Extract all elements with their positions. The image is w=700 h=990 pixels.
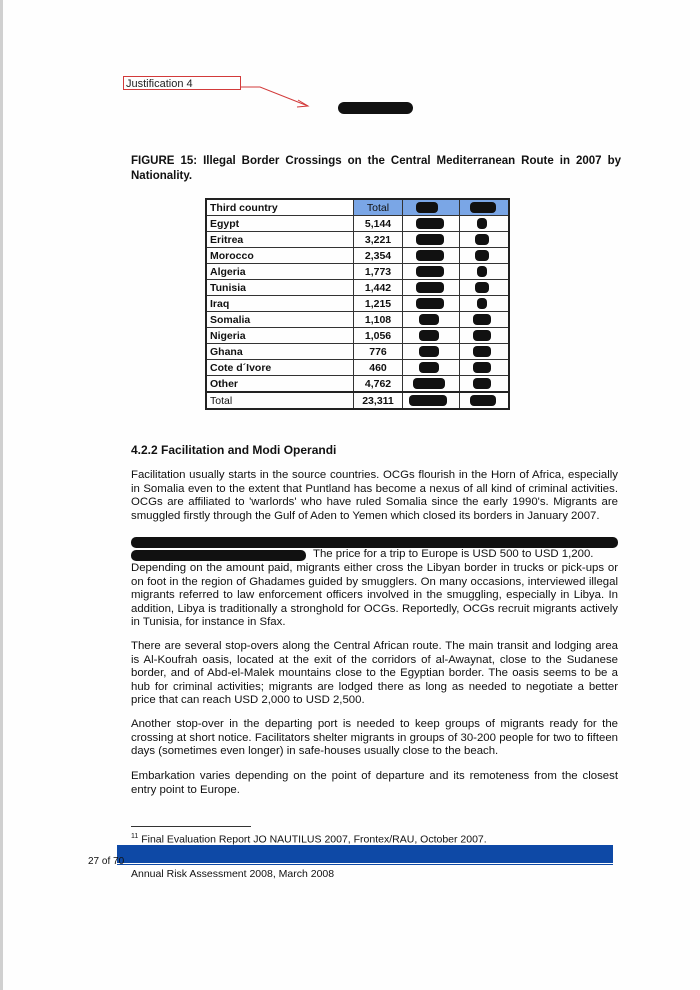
table-total-row xyxy=(206,392,509,409)
footnote xyxy=(131,833,487,846)
redacted-cell xyxy=(460,216,510,232)
redacted-cell xyxy=(460,264,510,280)
table-header-row xyxy=(206,199,509,216)
redacted-cell xyxy=(403,216,460,232)
paragraph-3: There are several stop-overs along the Central African route. The main transit and lodging area is Al-Koufrah oasis, located at the exit of the corridors of al-Awaynat, close to the Sudanese border, and of Abd-el-Malek mountains close to the Egyptian border. The oasis seems to be a hub for criminal activities; migrants are lodged there as long as needed to negotiate a better price that can reach USD 2,000 to USD 2,500. xyxy=(131,640,618,706)
redacted-cell xyxy=(403,344,460,360)
country-cell: Other xyxy=(206,376,354,393)
total-cell: 5,144 xyxy=(354,216,403,232)
footnote-text: Final Evaluation Report JO NAUTILUS 2007, Frontex/RAU, October 2007. xyxy=(141,833,487,846)
redacted-cell xyxy=(403,376,460,393)
paragraph-4: Another stop-over in the departing port is needed to keep groups of migrants ready for the crossing at short notice. Facilitators shelter migrants in groups of 30-200 people for two to fifteen days (sometimes even longer) in safe-houses usually close to the beach. xyxy=(131,718,618,757)
redacted-cell xyxy=(403,328,460,344)
table-row xyxy=(206,360,509,376)
country-cell: Cote d´Ivore xyxy=(206,360,354,376)
redacted-cell xyxy=(460,344,510,360)
total-value: 23,311 xyxy=(354,392,403,409)
table-row xyxy=(206,232,509,248)
redacted-cell xyxy=(460,376,510,393)
footnote-rule xyxy=(131,826,251,827)
redaction-block xyxy=(131,537,618,548)
footer-bar xyxy=(117,845,613,863)
country-cell: Eritrea xyxy=(206,232,354,248)
redacted-cell xyxy=(403,312,460,328)
redacted-cell xyxy=(460,392,510,409)
total-label: Total xyxy=(206,392,354,409)
redacted-cell xyxy=(460,248,510,264)
redacted-cell xyxy=(460,328,510,344)
redaction-block xyxy=(131,550,306,561)
country-cell: Egypt xyxy=(206,216,354,232)
country-cell: Ghana xyxy=(206,344,354,360)
redacted-cell xyxy=(403,232,460,248)
table-row xyxy=(206,264,509,280)
header-redacted xyxy=(403,199,460,216)
table-row xyxy=(206,376,509,393)
table-row xyxy=(206,280,509,296)
paragraph-1: Facilitation usually starts in the source countries. OCGs flourish in the Horn of Africa, especially in Somalia even to the extent that Puntland has become a nexus of all kind of criminal activities. OCGs are affiliated to 'warlords' who have ruled Somalia since the early 1990's. Migrants are smuggled firstly through the Gulf of Aden to Yemen which closed its borders in January 2007. xyxy=(131,469,618,522)
redaction-block xyxy=(338,102,413,114)
nationality-table xyxy=(205,198,510,410)
country-cell: Morocco xyxy=(206,248,354,264)
redacted-cell xyxy=(403,296,460,312)
total-cell: 3,221 xyxy=(354,232,403,248)
footnote-number: 11 xyxy=(131,833,139,840)
country-cell: Algeria xyxy=(206,264,354,280)
redacted-cell xyxy=(403,264,460,280)
redacted-cell xyxy=(460,232,510,248)
footer-text: Annual Risk Assessment 2008, March 2008 xyxy=(131,868,335,880)
total-cell: 776 xyxy=(354,344,403,360)
paragraph-2: Depending on the amount paid, migrants either cross the Libyan border in trucks or pick-ups or on foot in the region of Ghadames guided by smugglers. On many occasions, interviewed illegal migrants referred to law enforcement officers involved in the smuggling, especially in Libya. In addition, Libya is traditionally a stronghold for OCGs. Reportedly, OCGs recruit migrants actively in Tunisia, for instance in Sfax. xyxy=(131,562,618,628)
figure-title: FIGURE 15: Illegal Border Crossings on the Central Mediterranean Route in 2007 by Nationality. xyxy=(131,155,621,182)
redacted-cell xyxy=(403,280,460,296)
redacted-cell xyxy=(460,312,510,328)
table-row xyxy=(206,344,509,360)
country-cell: Somalia xyxy=(206,312,354,328)
page-number: 27 of 70 xyxy=(88,856,125,867)
justification-label: Justification 4 xyxy=(123,76,241,90)
section-heading: 4.2.2 Facilitation and Modi Operandi xyxy=(131,443,337,457)
total-cell: 1,442 xyxy=(354,280,403,296)
page-edge xyxy=(0,0,3,990)
total-cell: 1,056 xyxy=(354,328,403,344)
arrow-icon xyxy=(240,80,315,112)
country-cell: Iraq xyxy=(206,296,354,312)
total-cell: 2,354 xyxy=(354,248,403,264)
table-row xyxy=(206,216,509,232)
footer-line xyxy=(117,864,613,865)
redacted-cell xyxy=(460,360,510,376)
redacted-cell xyxy=(460,280,510,296)
total-cell: 460 xyxy=(354,360,403,376)
table-row xyxy=(206,248,509,264)
paragraph-5: Embarkation varies depending on the point of departure and its remoteness from the closest entry point to Europe. xyxy=(131,770,618,796)
header-third-country: Third country xyxy=(206,199,354,216)
paragraph-2-first-line: The price for a trip to Europe is USD 500 to USD 1,200. xyxy=(313,548,594,560)
total-cell: 1,215 xyxy=(354,296,403,312)
redacted-cell xyxy=(403,392,460,409)
table-row xyxy=(206,312,509,328)
total-cell: 1,108 xyxy=(354,312,403,328)
country-cell: Tunisia xyxy=(206,280,354,296)
header-total: Total xyxy=(354,199,403,216)
table-row xyxy=(206,296,509,312)
total-cell: 1,773 xyxy=(354,264,403,280)
redacted-cell xyxy=(403,360,460,376)
table-row xyxy=(206,328,509,344)
header-redacted xyxy=(460,199,510,216)
redacted-cell xyxy=(403,248,460,264)
country-cell: Nigeria xyxy=(206,328,354,344)
redacted-cell xyxy=(460,296,510,312)
total-cell: 4,762 xyxy=(354,376,403,393)
